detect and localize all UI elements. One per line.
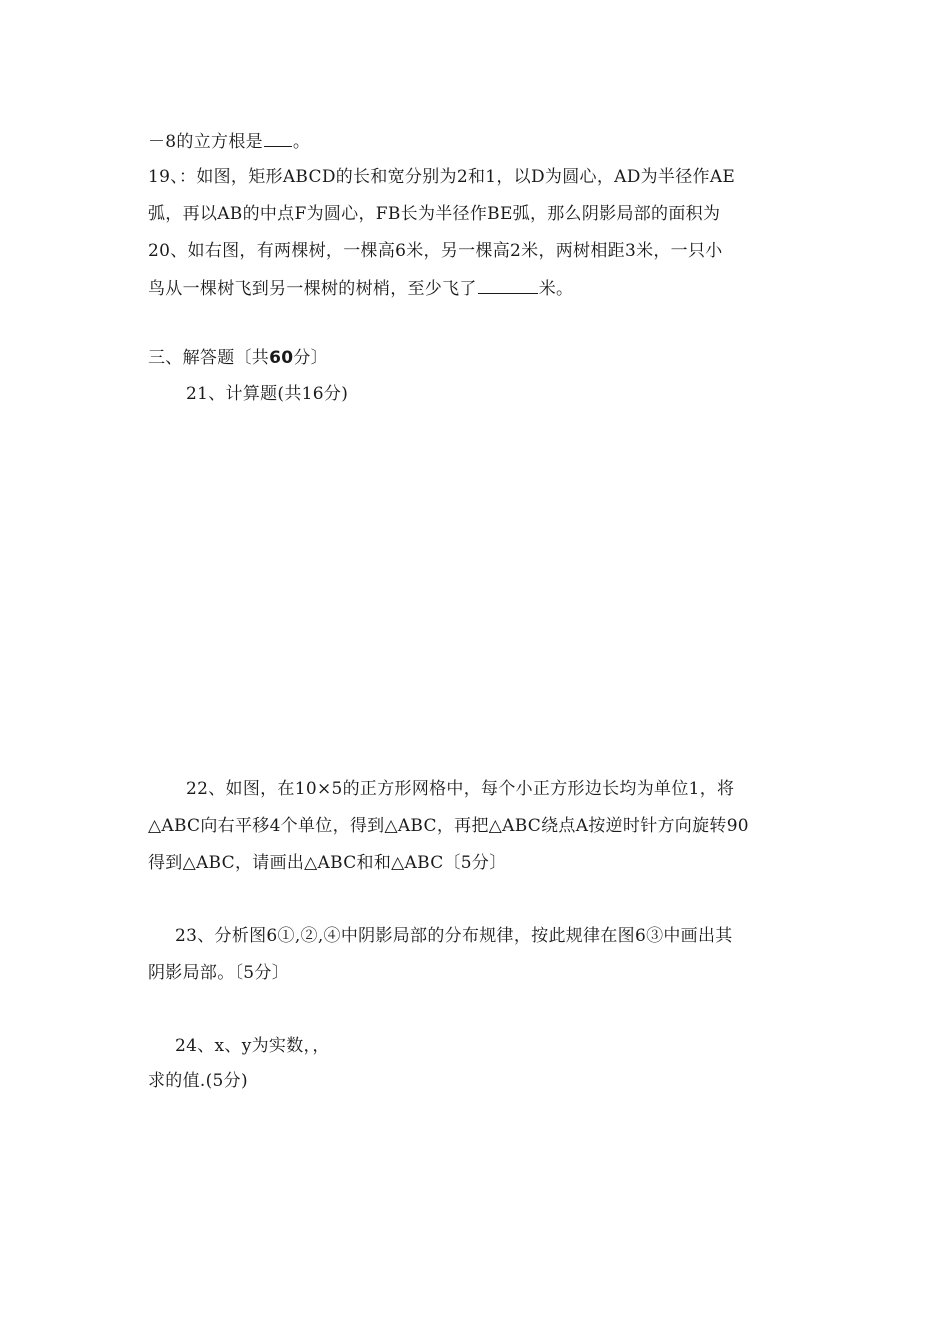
question-20-text: 鸟从一棵树飞到另一棵树的树梢，至少飞了 bbox=[148, 279, 477, 299]
question-18-text: －8的立方根是 bbox=[148, 132, 263, 152]
question-18 bbox=[148, 130, 310, 153]
question-24-line-2: 求的值.(5分) bbox=[148, 1071, 248, 1091]
question-19-line-2: 弧，再以AB的中点F为圆心，FB长为半径作BE弧，那么阴影局部的面积为 bbox=[148, 204, 721, 224]
question-23-line-2: 阴影局部。〔5分〕 bbox=[148, 963, 290, 983]
question-23-line-1: 23、分析图6①,②,④中阴影局部的分布规律，按此规律在图6③中画出其 bbox=[175, 926, 733, 946]
question-18-suffix: 。 bbox=[292, 132, 311, 152]
question-19-line-1: 19、：如图，矩形ABCD的长和宽分别为2和1，以D为圆心，AD为半径作AE bbox=[148, 167, 736, 187]
section-3-suffix: 分〕 bbox=[293, 348, 328, 368]
section-3-heading bbox=[148, 347, 328, 369]
question-20-line-2 bbox=[148, 277, 573, 300]
section-3-prefix: 三、解答题〔共 bbox=[148, 348, 270, 368]
question-22-line-2: △ABC向右平移4个单位，得到△ABC，再把△ABC绕点A按逆时针方向旋转90 bbox=[148, 816, 749, 836]
section-3-points: 60 bbox=[269, 348, 294, 368]
answer-blank-20 bbox=[478, 277, 538, 294]
question-20-suffix: 米。 bbox=[538, 279, 574, 299]
question-21: 21、计算题(共16分) bbox=[186, 384, 349, 404]
question-22-line-1: 22、如图，在10×5的正方形网格中，每个小正方形边长均为单位1，将 bbox=[186, 779, 735, 799]
question-22-line-3: 得到△ABC，请画出△ABC和和△ABC〔5分〕 bbox=[148, 853, 507, 873]
question-20-line-1: 20、如右图，有两棵树，一棵高6米，另一棵高2米，两树相距3米，一只小 bbox=[148, 241, 723, 261]
question-24-line-1: 24、x、y为实数，， bbox=[175, 1036, 330, 1056]
answer-blank-18 bbox=[264, 130, 292, 147]
